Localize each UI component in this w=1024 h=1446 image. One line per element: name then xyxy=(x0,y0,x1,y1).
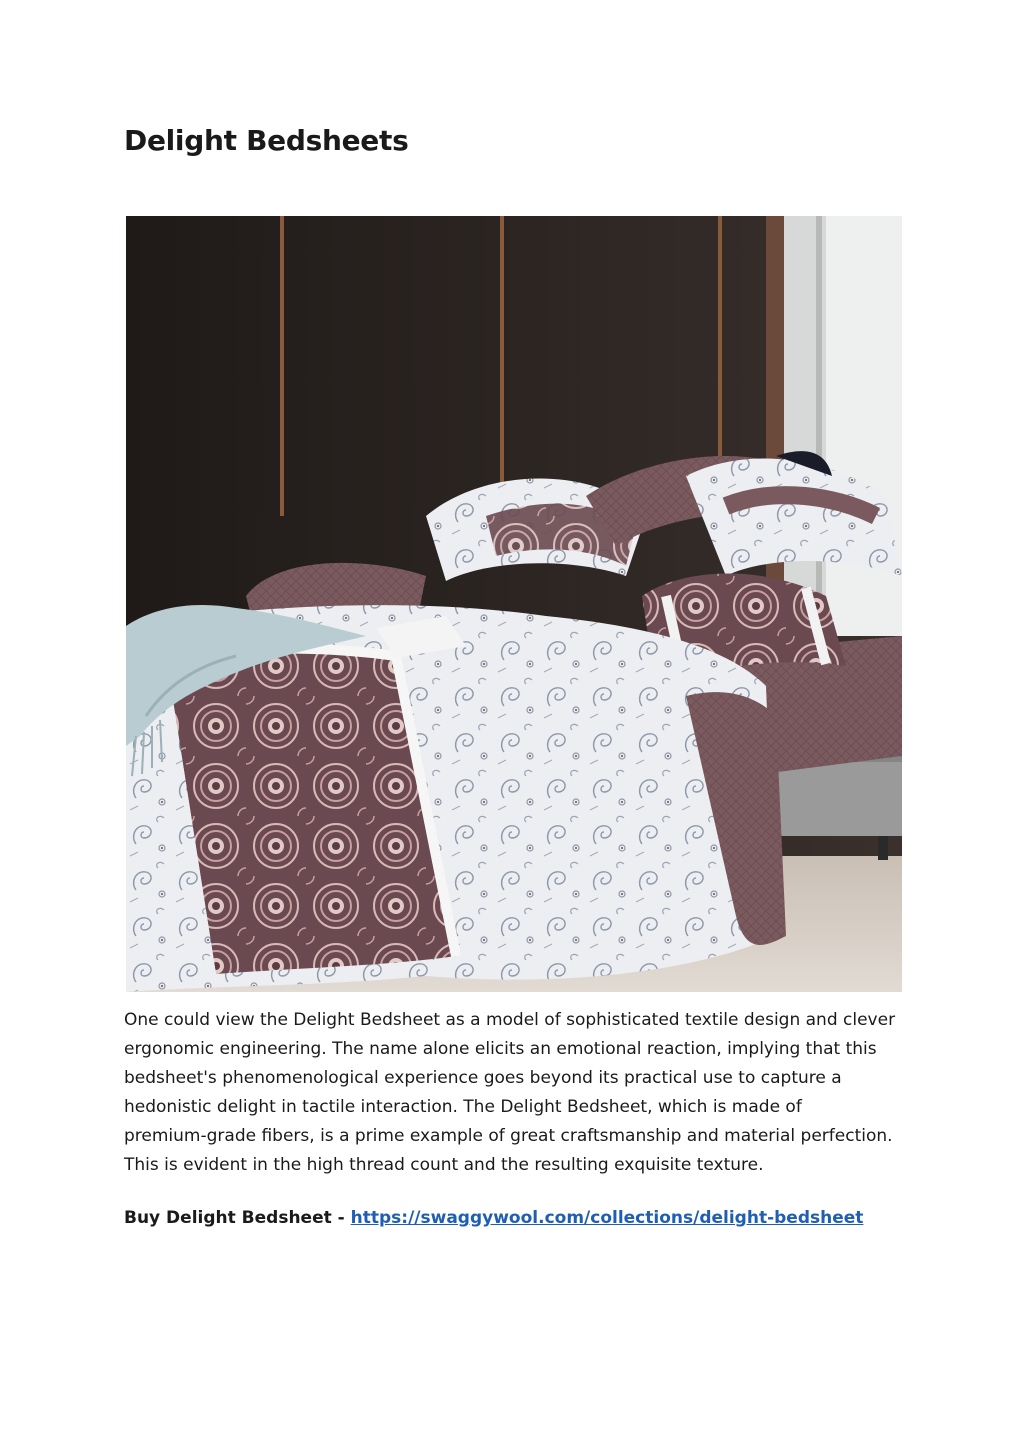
description-line: premium-grade fibers, is a prime example of great craftsmanship and material perfection. xyxy=(124,1126,893,1146)
description-line: bedsheet's phenomenological experience goes beyond its practical use to capture a xyxy=(124,1068,842,1088)
description-line: hedonistic delight in tactile interaction. The Delight Bedsheet, which is made of xyxy=(124,1097,802,1117)
buy-line xyxy=(124,1208,863,1228)
description-line: This is evident in the high thread count and the resulting exquisite texture. xyxy=(124,1155,764,1175)
description-line: One could view the Delight Bedsheet as a model of sophisticated textile design and clever xyxy=(124,1010,896,1030)
page-title: Delight Bedsheets xyxy=(124,124,409,157)
bedsheet-photo xyxy=(126,216,902,992)
bedroom-illustration xyxy=(126,216,902,992)
buy-label: Buy Delight Bedsheet - xyxy=(124,1208,351,1228)
description-line: ergonomic engineering. The name alone elicits an emotional reaction, implying that this xyxy=(124,1039,877,1059)
description-paragraph xyxy=(124,1006,904,1180)
buy-link[interactable]: https://swaggywool.com/collections/delight-bedsheet xyxy=(350,1208,864,1228)
